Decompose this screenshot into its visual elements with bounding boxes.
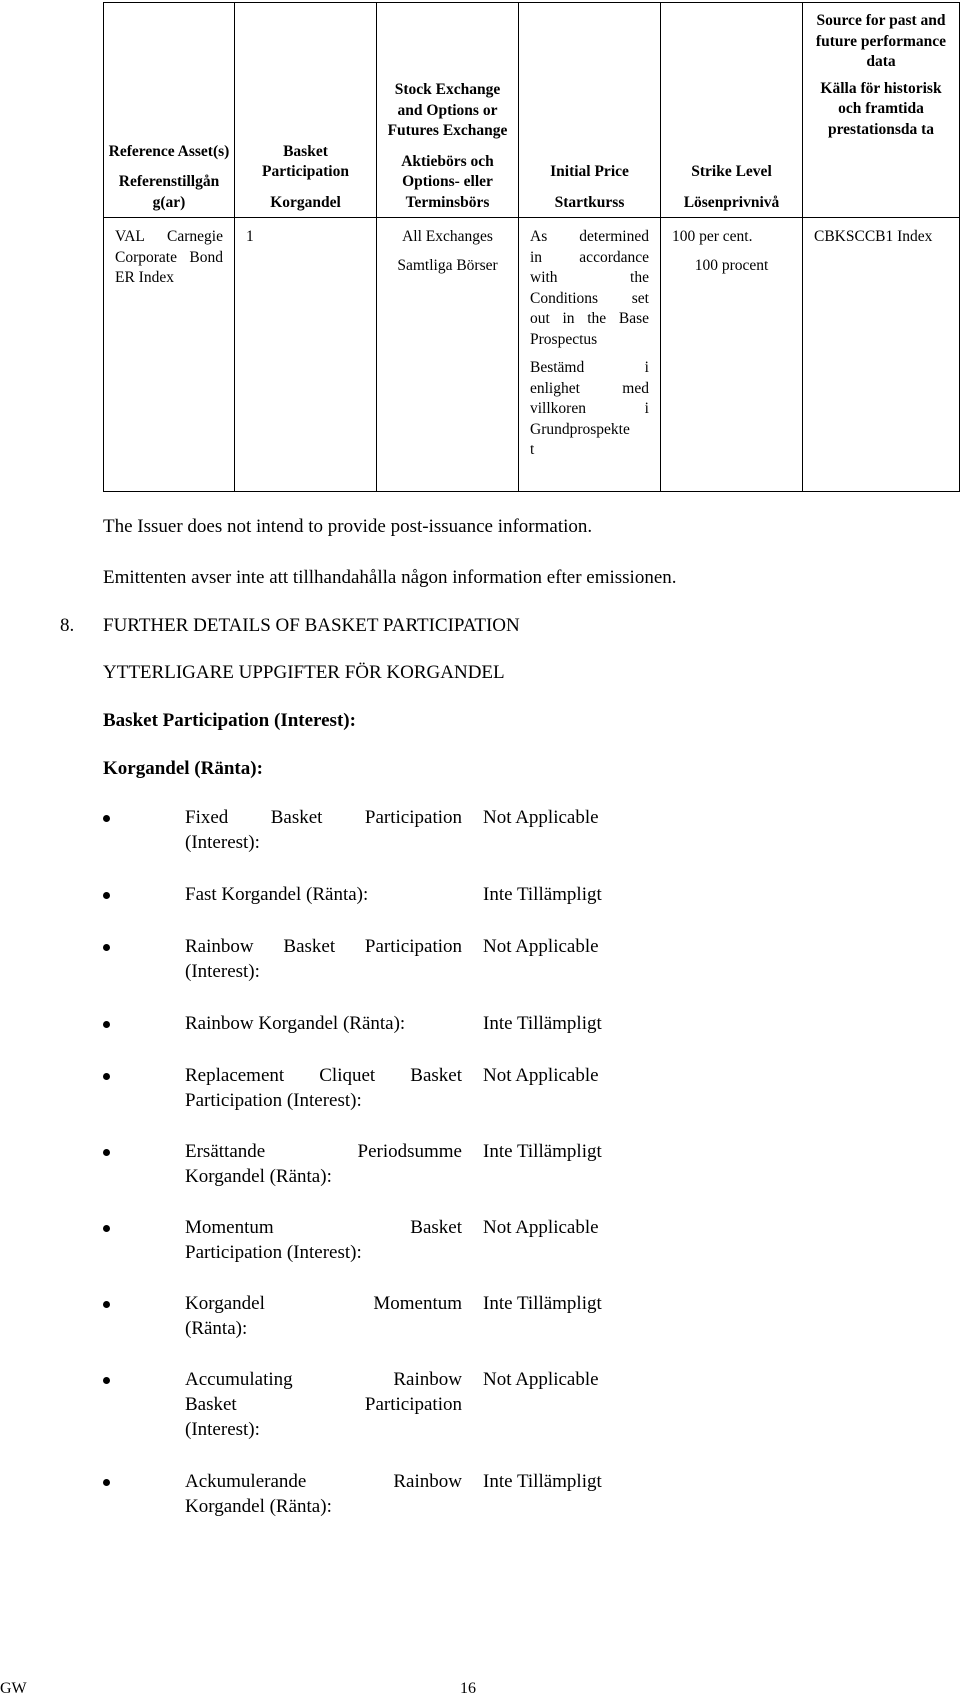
bullet-label [185,1139,462,1189]
bullet-label-line: Momentum Basket [185,1217,462,1238]
cell-exchange: All Exchanges Samtliga Börser [377,218,519,492]
bullet-label-line: Korgandel (Ränta): [185,1166,332,1187]
bullet-label [185,1291,462,1341]
post-issuance-sv: Emittenten avser inte att tillhandahålla någon information efter emissionen. [103,567,677,588]
bullet-label [185,1367,462,1442]
bullet-value: Inte Tillämpligt [483,1471,602,1492]
initial-price-sv: Bestämd i enlighet med villkoren i Grundprospekte t [530,359,649,458]
table-row [104,218,960,492]
bullet-label-line: Accumulating Rainbow [185,1369,462,1390]
bullet-label-line: Rainbow Korgandel (Ränta): [185,1013,406,1034]
bullet-icon [103,815,110,822]
bullet-label-line: Korgandel (Ränta): [185,1496,332,1517]
header-reference-asset: Reference Asset(s) Referenstillgån g(ar) [104,3,235,218]
cell-strike-level: 100 per cent. 100 procent [661,218,803,492]
bullet-icon [103,1377,110,1384]
bullet-icon [103,1021,110,1028]
cell-reference-asset: VAL Carnegie Corporate Bond ER Index [104,218,235,492]
bullet-value: Not Applicable [483,1065,599,1086]
header-source: Source for past and future performance data Källa för historisk och framtida prestationsda ta [803,3,960,218]
bullet-label-line: Rainbow Basket Participation [185,936,462,957]
bullet-value: Not Applicable [483,807,599,828]
section-title-sv: YTTERLIGARE UPPGIFTER FÖR KORGANDEL [103,662,505,683]
bullet-label-line: Replacement Cliquet Basket [185,1065,462,1086]
bullet-value: Inte Tillämpligt [483,1013,602,1034]
bullet-icon [103,1301,110,1308]
subheading-sv: Korgandel (Ränta): [103,758,263,779]
bullet-label [185,1011,462,1036]
bullet-icon [103,1225,110,1232]
bullet-icon [103,1479,110,1486]
footer-left: GW [0,1680,27,1697]
header-initial-price: Initial Price Startkurss [519,3,661,218]
bullet-label [185,805,462,855]
subheading-en: Basket Participation (Interest): [103,710,356,731]
bullet-value: Not Applicable [483,936,599,957]
header-exchange: Stock Exchange and Options or Futures Exchange Aktiebörs och Options- eller Terminsbörs [377,3,519,218]
bullet-icon [103,1149,110,1156]
bullet-value: Inte Tillämpligt [483,884,602,905]
bullet-label [185,1063,462,1113]
bullet-label-line: Participation (Interest): [185,1090,362,1111]
header-strike-level: Strike Level Lösenprivnivå [661,3,803,218]
bullet-icon [103,892,110,899]
bullet-value: Not Applicable [483,1369,599,1390]
bullet-label-line: Basket Participation [185,1394,462,1415]
bullet-label [185,1469,462,1519]
table-header-row [104,3,960,218]
section-number: 8. [60,615,75,636]
bullet-value: Inte Tillämpligt [483,1293,602,1314]
cell-basket-participation: 1 [235,218,377,492]
bullet-icon [103,1073,110,1080]
bullet-label [185,934,462,984]
bullet-value: Inte Tillämpligt [483,1141,602,1162]
bullet-label [185,1215,462,1265]
bullet-label-line: Ackumulerande Rainbow [185,1471,462,1492]
bullet-icon [103,944,110,951]
cell-initial-price [519,218,661,492]
cell-source: CBKSCCB1 Index [803,218,960,492]
section-title-en: FURTHER DETAILS OF BASKET PARTICIPATION [103,615,520,636]
bullet-label-line: (Interest): [185,961,260,982]
bullet-label [185,882,462,907]
post-issuance-en: The Issuer does not intend to provide post-issuance information. [103,516,593,537]
bullet-label-line: Fast Korgandel (Ränta): [185,884,369,905]
bullet-value: Not Applicable [483,1217,599,1238]
header-basket-participation: Basket Participation Korgandel [235,3,377,218]
page-number: 16 [460,1680,476,1697]
bullet-label-line: Fixed Basket Participation [185,807,462,828]
bullet-label-line: (Ränta): [185,1318,248,1339]
bullet-label-line: (Interest): [185,832,260,853]
underlying-table [103,2,960,492]
bullet-label-line: (Interest): [185,1419,260,1440]
bullet-label-line: Ersättande Periodsumme [185,1141,462,1162]
initial-price-en: As determined in accordance with the Conditions set out in the Base Prospectus [530,228,649,348]
bullet-label-line: Participation (Interest): [185,1242,362,1263]
bullet-label-line: Korgandel Momentum [185,1293,462,1314]
